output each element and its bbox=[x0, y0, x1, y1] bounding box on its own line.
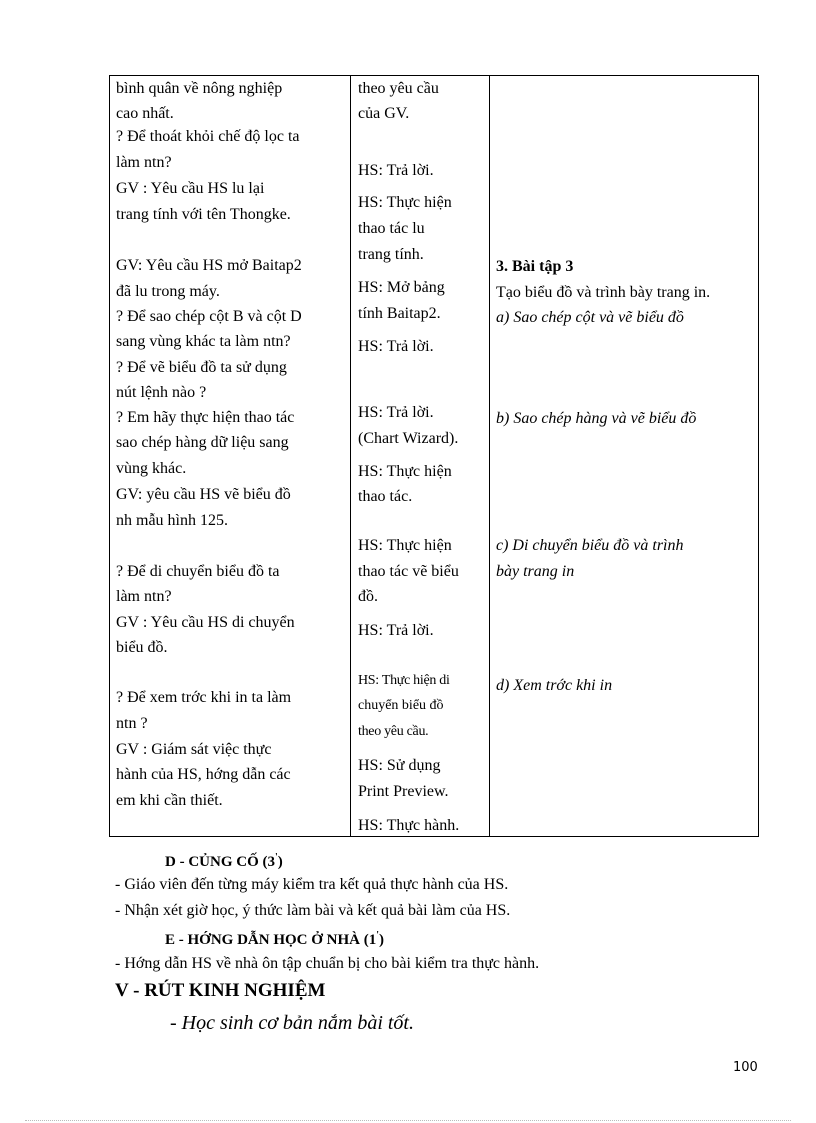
teacher-line: em khi cần thiết. bbox=[116, 792, 223, 809]
step-b: b) Sao chép hàng và vẽ biểu đồ bbox=[496, 410, 697, 427]
lesson-table bbox=[109, 75, 759, 837]
student-line: Print Preview. bbox=[358, 783, 449, 800]
teacher-line: cao nhất. bbox=[116, 105, 174, 122]
section-d-item: - Nhận xét giờ học, ý thức làm bài và kết quả bài làm của HS. bbox=[115, 902, 511, 919]
section-v-heading: V - RÚT KINH NGHIỆM bbox=[115, 980, 326, 1001]
student-line: thao tác. bbox=[358, 488, 413, 505]
column-divider bbox=[489, 76, 490, 836]
teacher-line: GV: Yêu cầu HS mở Baitap2 bbox=[116, 257, 302, 274]
student-line: HS: Sử dụng bbox=[358, 757, 441, 774]
teacher-line: đã lu trong máy. bbox=[116, 283, 220, 300]
teacher-line: vùng khác. bbox=[116, 460, 187, 477]
teacher-line: sao chép hàng dữ liệu sang bbox=[116, 434, 289, 451]
student-line: HS: Thực hành. bbox=[358, 817, 460, 834]
teacher-line: sang vùng khác ta làm ntn? bbox=[116, 333, 291, 350]
page-number: 100 bbox=[733, 1060, 758, 1075]
bottom-dotted-rule bbox=[25, 1120, 791, 1121]
step-c: c) Di chuyển biểu đồ và trình bbox=[496, 537, 684, 554]
teacher-line: GV : Yêu cầu HS di chuyển bbox=[116, 614, 295, 631]
column-divider bbox=[350, 76, 351, 836]
teacher-line: ? Để vẽ biểu đồ ta sử dụng bbox=[116, 359, 287, 376]
teacher-line: ? Để sao chép cột B và cột D bbox=[116, 308, 302, 325]
student-line: (Chart Wizard). bbox=[358, 430, 459, 447]
student-line: theo yêu cầu. bbox=[358, 724, 429, 739]
teacher-line: nút lệnh nào ? bbox=[116, 384, 207, 401]
teacher-line: GV: yêu cầu HS vẽ biểu đồ bbox=[116, 486, 291, 503]
student-line: đồ. bbox=[358, 588, 378, 605]
step-d: d) Xem trớc khi in bbox=[496, 677, 613, 694]
exercise-description: Tạo biểu đồ và trình bày trang in. bbox=[496, 284, 711, 301]
teacher-line: GV : Giám sát việc thực bbox=[116, 741, 272, 758]
student-line: HS: Trả lời. bbox=[358, 162, 434, 179]
student-line: của GV. bbox=[358, 105, 410, 122]
student-line: thao tác vẽ biểu bbox=[358, 563, 459, 580]
section-e-item: - Hớng dẫn HS về nhà ôn tập chuẩn bị cho bài kiểm tra thực hành. bbox=[115, 955, 540, 972]
section-d-item: - Giáo viên đến từng máy kiểm tra kết quả thực hành của HS. bbox=[115, 876, 509, 893]
section-e-heading: E - HỚNG DẪN HỌC Ở NHÀ (1') bbox=[165, 930, 385, 948]
step-a: a) Sao chép cột và vẽ biểu đồ bbox=[496, 309, 684, 326]
section-v-item: - Học sinh cơ bản nắm bài tốt. bbox=[170, 1012, 414, 1034]
student-line: HS: Thực hiện bbox=[358, 194, 452, 211]
student-line: HS: Thực hiện bbox=[358, 463, 452, 480]
student-line: HS: Trả lời. bbox=[358, 622, 434, 639]
student-line: theo yêu cầu bbox=[358, 80, 439, 97]
teacher-line: làm ntn? bbox=[116, 154, 172, 171]
student-line: HS: Trả lời. bbox=[358, 404, 434, 421]
teacher-line: biểu đồ. bbox=[116, 639, 168, 656]
student-line: tính Baitap2. bbox=[358, 305, 441, 322]
student-line: HS: Thực hiện bbox=[358, 537, 452, 554]
student-line: HS: Trả lời. bbox=[358, 338, 434, 355]
teacher-line: ntn ? bbox=[116, 715, 148, 732]
student-line: thao tác lu bbox=[358, 220, 425, 237]
teacher-line: nh mẫu hình 125. bbox=[116, 512, 228, 529]
teacher-line: ? Để di chuyển biểu đồ ta bbox=[116, 563, 280, 580]
student-line: HS: Thực hiện di bbox=[358, 673, 450, 688]
teacher-line: làm ntn? bbox=[116, 588, 172, 605]
teacher-line: bình quân về nông nghiệp bbox=[116, 80, 283, 97]
teacher-line: ? Để xem trớc khi in ta làm bbox=[116, 689, 292, 706]
teacher-line: hành của HS, hớng dẫn các bbox=[116, 766, 291, 783]
student-line: HS: Mở bảng bbox=[358, 279, 445, 296]
step-c-cont: bày trang in bbox=[496, 563, 575, 580]
teacher-line: trang tính với tên Thongke. bbox=[116, 206, 291, 223]
student-line: trang tính. bbox=[358, 246, 424, 263]
exercise-heading: 3. Bài tập 3 bbox=[496, 258, 574, 275]
teacher-line: GV : Yêu cầu HS lu lại bbox=[116, 180, 265, 197]
teacher-line: ? Em hãy thực hiện thao tác bbox=[116, 409, 295, 426]
student-line: chuyển biểu đồ bbox=[358, 698, 444, 713]
section-d-heading: D - CỦNG CỐ (3') bbox=[165, 852, 283, 870]
teacher-line: ? Để thoát khỏi chế độ lọc ta bbox=[116, 128, 300, 145]
